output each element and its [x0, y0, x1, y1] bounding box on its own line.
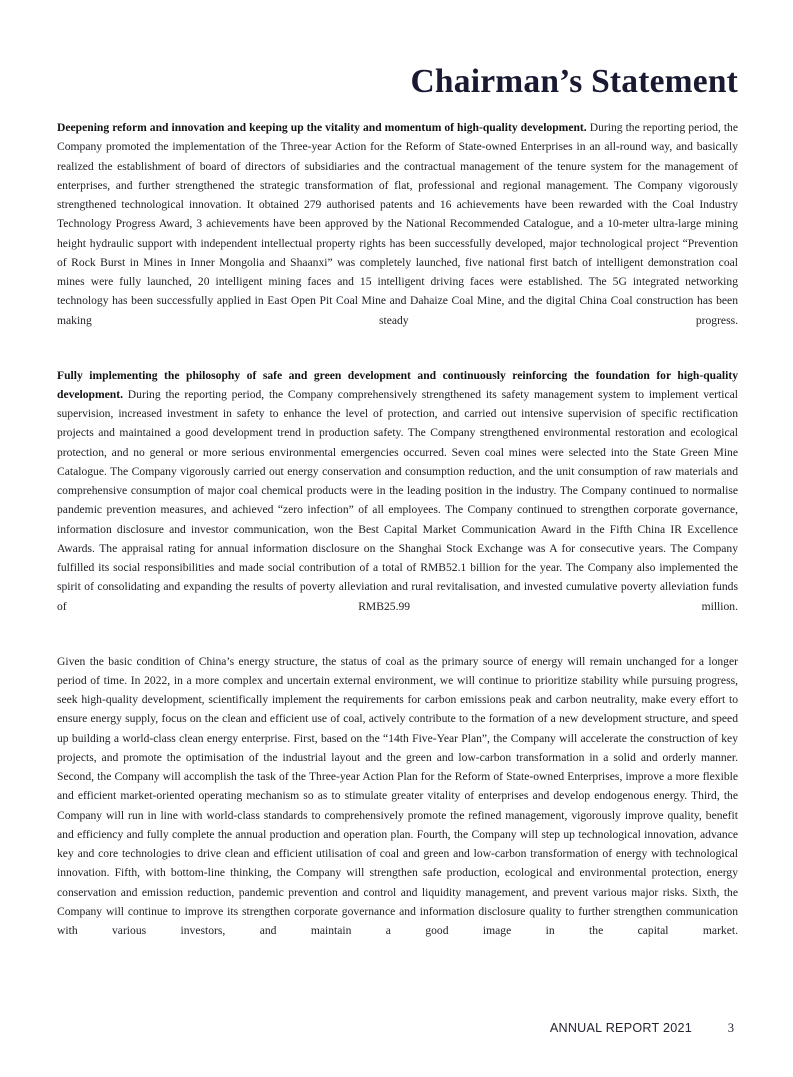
paragraph-1-body: During the reporting period, the Company promoted the implementation of the Three-year Action for the Reform of State-owned Enterprises in an all-round way, and basically realized the establishment of board of directors of subsidiaries and the contractual management of the tenure system for the management of enterprises, and further strengthened the strategic transformation of flat, professional and regional management. The Company vigorously strengthened technological innovation. It obtained 279 authorised patents and 16 achievements have been rewarded with the Coal Industry Technology Progress Award, 3 achievements have been approved by the National Recommended Catalogue, and a 10-meter ultra-large mining height hydraulic support with independent intellectual property rights has been successfully developed, major technological project “Prevention of Rock Burst in Mines in Inner Mongolia and Shaanxi” was completely launched, five national first batch of intelligent demonstration coal mines were fully launched, 20 intelligent mining faces and 15 intelligent driving faces were established. The 5G integrated networking technology has been successfully applied in East Open Pit Coal Mine and Dahaize Coal Mine, and the digital China Coal construction has been making steady progress. — [57, 121, 738, 327]
paragraph-3 — [57, 652, 738, 960]
paragraph-2 — [57, 366, 738, 636]
paragraph-3-body: Given the basic condition of China’s energy structure, the status of coal as the primary source of energy will remain unchanged for a longer period of time. In 2022, in a more complex and uncertain external environment, we will continue to prioritize stability while pursuing progress, seek high-quality development, scientifically implement the requirements for carbon emissions peak and carbon neutrality, make every effort to ensure energy supply, focus on the clean and efficient use of coal, actively contribute to the formation of a new development structure, and speed up building a world-class clean energy enterprise. First, based on the “14th Five-Year Plan”, the Company will accelerate the construction of key projects, and promote the optimisation of the industrial layout and the green and low-carbon transformation in a solid and orderly manner. Second, the Company will accomplish the task of the Three-year Action Plan for the Reform of State-owned Enterprises, improve a more flexible and efficient market-oriented operating mechanism so as to stimulate greater vitality of enterprises and develop endogenous energy. Third, the Company will run in line with world-class standards to comprehensively promote the refined management, vigorously improve quality, benefit and efficiency and fully complete the annual production and operation plan. Fourth, the Company will step up technological innovation, advance key and core technologies to drive clean and efficient utilisation of coal and green and low-carbon transformation of energy with technological innovation. Fifth, with bottom-line thinking, the Company will strengthen safe production, ecological and environmental protection, energy conservation and emission reduction, pandemic prevention and control and liquidity management, and prevent various major risks. Sixth, the Company will continue to improve its strengthen corporate governance and information disclosure quality to further strengthen communication with various investors, and maintain a good image in the capital market. — [57, 654, 738, 937]
footer-report-label: ANNUAL REPORT 2021 — [549, 1021, 692, 1035]
page-title: Chairman’s Statement — [410, 63, 738, 101]
paragraph-1 — [57, 118, 738, 349]
body-text-column — [57, 118, 738, 960]
paragraph-2-body: During the reporting period, the Company comprehensively strengthened its safety management system to implement vertical supervision, increased investment in safety to enhance the level of protection, and carried out intensive supervision of specific rectification projects and maintained a good development trend in production safety. The Company strengthened environmental restoration and ecological protection, and no general or more serious environmental emergencies occurred. Seven coal mines were selected into the State Green Mine Catalogue. The Company vigorously carried out energy conservation and consumption reduction, and the unit consumption of raw materials and comprehensive consumption of major coal chemical products were in the leading position in the industry. The Company continued to normalise pandemic prevention measures, and achieved “zero infection” of all employees. The Company continued to strengthen corporate governance, information disclosure and investor communication, won the Best Capital Market Communication Award in the Fifth China IR Excellence Awards. The appraisal rating for annual information disclosure on the Shanghai Stock Exchange was A for consecutive years. The Company fulfilled its social responsibilities and made social contribution of a total of RMB52.1 billion for the year. The Company also implemented the spirit of consolidating and expanding the results of poverty alleviation and rural revitalisation, and invested cumulative poverty alleviation funds of RMB25.99 million. — [57, 387, 738, 613]
footer-page-number: 3 — [727, 1021, 734, 1035]
page-footer — [57, 1021, 738, 1041]
paragraph-2-lead: Fully implementing the philosophy of safe and green development and continuously reinforcing the foundation for high-quality development. — [57, 368, 738, 401]
paragraph-1-lead: Deepening reform and innovation and keeping up the vitality and momentum of high-quality development. — [57, 121, 587, 134]
